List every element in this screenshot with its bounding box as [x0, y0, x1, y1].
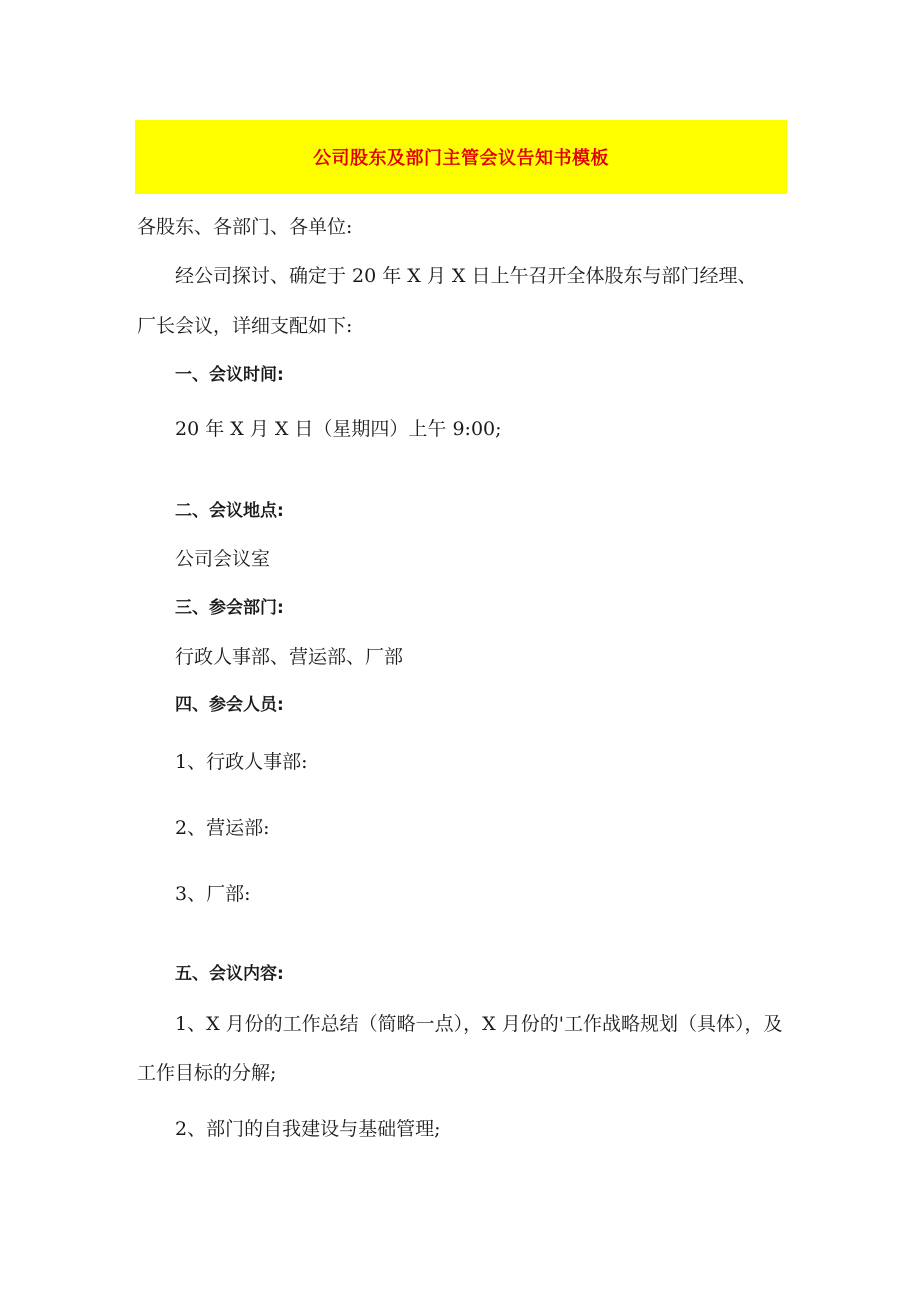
- attendee-item-factory: 3、厂部:: [175, 883, 251, 905]
- section-departments-content: 行政人事部、营运部、厂部: [175, 646, 404, 668]
- section-content-heading: 五、会议内容:: [175, 964, 284, 984]
- section-departments-heading: 三、参会部门:: [175, 598, 284, 618]
- document-title: 公司股东及部门主管会议告知书模板: [313, 148, 609, 169]
- attendee-item-operations: 2、营运部:: [175, 817, 270, 839]
- section-time-content: 20 年 X 月 X 日（星期四）上午 9:00;: [175, 418, 502, 440]
- salutation: 各股东、各部门、各单位:: [137, 216, 353, 238]
- content-item-1-line-1: 1、X 月份的工作总结（简略一点），X 月份的'工作战略规划（具体），及: [175, 1013, 783, 1035]
- section-location-heading: 二、会议地点:: [175, 501, 284, 521]
- section-attendees-heading: 四、参会人员:: [175, 695, 284, 715]
- section-location-content: 公司会议室: [175, 548, 271, 570]
- intro-paragraph-line-2: 厂长会议，详细支配如下:: [137, 315, 353, 337]
- content-item-1-line-2: 工作目标的分解;: [137, 1062, 277, 1084]
- title-banner: [135, 120, 787, 194]
- intro-paragraph-line-1: 经公司探讨、确定于 20 年 X 月 X 日上午召开全体股东与部门经理、: [175, 265, 757, 287]
- section-time-heading: 一、会议时间:: [175, 365, 284, 385]
- attendee-item-admin: 1、行政人事部:: [175, 751, 308, 773]
- content-item-2: 2、部门的自我建设与基础管理;: [175, 1118, 441, 1140]
